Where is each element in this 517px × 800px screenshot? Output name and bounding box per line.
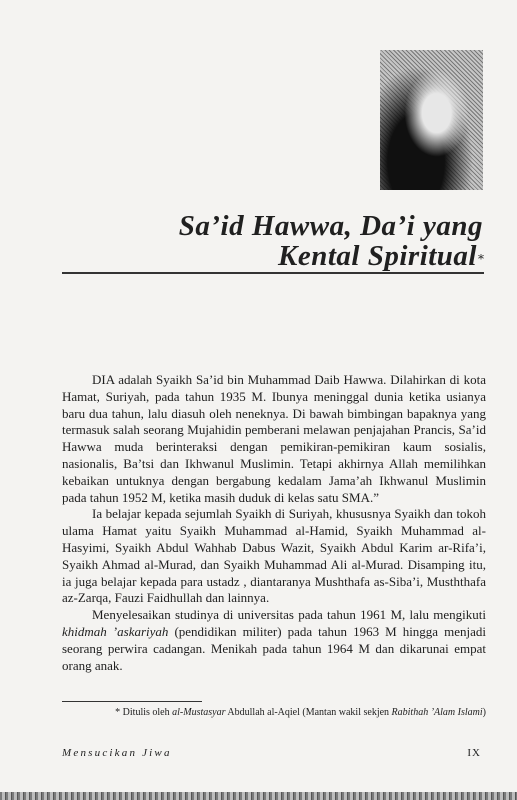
paragraph-3-italic-term: khidmah ’askariyah: [62, 623, 169, 639]
footnote-author-title: al-Mustasyar: [172, 707, 226, 718]
paragraph-3-start: Menyelesaikan studinya di universitas pada tahun 1961 M, lalu mengikuti: [92, 607, 486, 623]
title-footnote-marker: *: [478, 252, 484, 266]
author-portrait-photo: [380, 50, 483, 190]
footnote-middle: Abdullah al-Aqiel (Mantan wakil sekjen: [225, 707, 392, 718]
chapter-title-line2: Kental Spiritual: [278, 240, 477, 272]
page-number: IX: [467, 747, 481, 759]
title-rule: [62, 272, 484, 274]
body-text: [62, 372, 486, 674]
paragraph-3: [62, 607, 486, 674]
scan-edge-artifact: [0, 792, 517, 800]
chapter-title-line1: Sa’id Hawwa, Da’i yang: [178, 210, 483, 242]
footnote-organization: Rabithah ’Alam Islami: [391, 707, 483, 718]
footnote-prefix: Ditulis oleh: [120, 707, 173, 718]
footnote-suffix: ): [482, 707, 486, 718]
paragraph-3-end: (pendidikan militer) pada tahun 1963 M hingga menjadi seorang perwira cadangan. Menikah pada tahun 1964 M dan dikarunai empat orang anak.: [62, 623, 486, 673]
paragraph-1: DIA adalah Syaikh Sa’id bin Muhammad Daib Hawwa. Dilahirkan di kota Hamat, Suriyah, pada tahun 1935 M. Ibunya meninggal dunia ketika usianya baru dua tahun, lalu diasuh oleh neneknya. Di bawah bimbingan bapaknya yang termasuk salah seorang Mujahidin pemberani melawan penjajahan Prancis, Sa’id Hawwa muda berinteraksi dengan pemikiran-pemikiran kaum sosialis, nasionalis, Ba’tsi dan Ikhwanul Muslimin. Tetapi akhirnya Allah memilihkan kebaikan untuknya dengan bergabung kedalam Jama’ah Ikhwanul Muslimin pada tahun 1952 M, ketika masih duduk di kelas satu SMA.”: [62, 372, 486, 505]
footnote-rule: [62, 701, 202, 702]
footnote: [62, 707, 486, 718]
paragraph-2: Ia belajar kepada sejumlah Syaikh di Suriyah, khususnya Syaikh dan tokoh ulama Hamat yaitu Syaikh Muhammad al-Hamid, Syaikh Muhammad al-Hasyimi, Syaikh Abdul Wahhab Dabus Wazit, Syaikh Abdul Karim ar-Rifa’i, Syaikh Ahmad al-Murad, dan Syaikh Muhammad Ali al-Murad. Disamping itu, ia juga belajar kepada para ustadz , diantaranya Mushthafa as-Siba’i, Musththafa az-Zarqa, Fauzi Faidhullah dan lainnya.: [62, 506, 486, 606]
footnote-marker: *: [115, 707, 121, 718]
running-footer-book-title: Mensucikan Jiwa: [62, 747, 172, 759]
